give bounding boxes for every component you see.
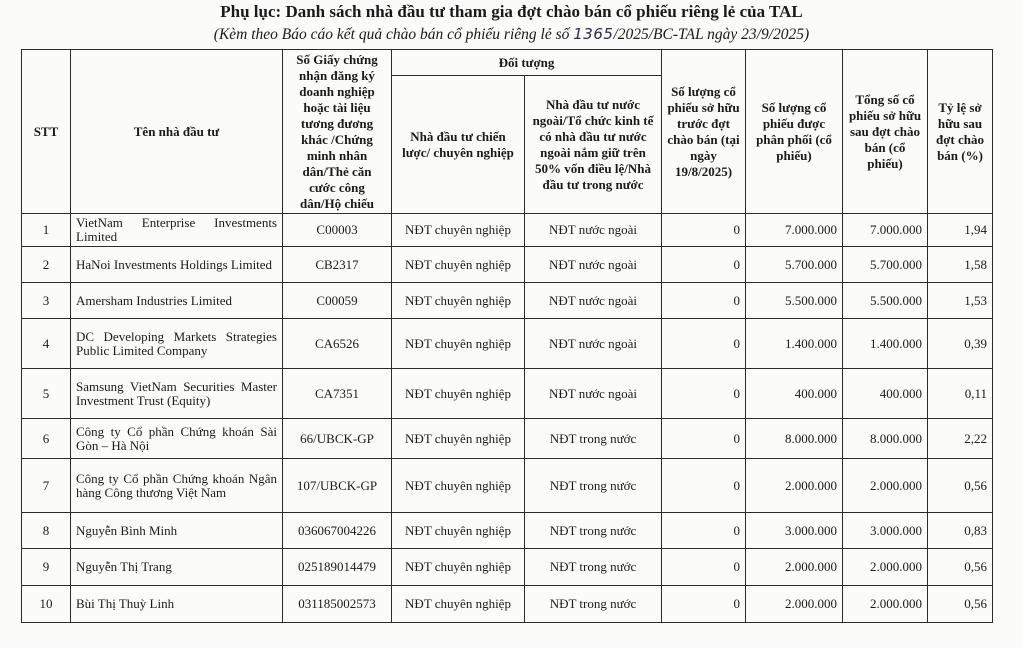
cell-shares-before: 0 bbox=[662, 369, 746, 419]
table-row bbox=[22, 369, 993, 419]
cell-shares-after: 7.000.000 bbox=[843, 214, 928, 247]
subtitle-suffix: /2025/BC-TAL ngày 23/9/2025) bbox=[613, 26, 810, 43]
cell-investor-name: Samsung VietNam Securities Master Investment Trust (Equity) bbox=[71, 369, 283, 419]
cell-shares-allocated: 5.700.000 bbox=[746, 247, 843, 283]
cell-investor-origin: NĐT trong nước bbox=[525, 513, 662, 549]
cell-registration-doc: C00059 bbox=[283, 283, 392, 319]
cell-shares-before: 0 bbox=[662, 459, 746, 513]
header-shares-after: Tổng số cổ phiếu sở hữu sau đợt chào bán (cổ phiếu) bbox=[843, 50, 928, 214]
cell-shares-after: 400.000 bbox=[843, 369, 928, 419]
cell-registration-doc: CB2317 bbox=[283, 247, 392, 283]
cell-registration-doc: 107/UBCK-GP bbox=[283, 459, 392, 513]
header-investor-name: Tên nhà đầu tư bbox=[71, 50, 283, 214]
header-target-strategic: Nhà đầu tư chiến lược/ chuyên nghiệp bbox=[392, 76, 525, 214]
cell-investor-origin: NĐT nước ngoài bbox=[525, 369, 662, 419]
cell-ratio-after: 0,56 bbox=[928, 586, 993, 623]
cell-stt: 5 bbox=[22, 369, 71, 419]
cell-investor-origin: NĐT nước ngoài bbox=[525, 247, 662, 283]
cell-investor-type: NĐT chuyên nghiệp bbox=[392, 214, 525, 247]
cell-investor-name: Nguyễn Bình Minh bbox=[71, 513, 283, 549]
table-row bbox=[22, 214, 993, 247]
cell-shares-before: 0 bbox=[662, 549, 746, 586]
cell-investor-name: Nguyễn Thị Trang bbox=[71, 549, 283, 586]
cell-investor-name: VietNam Enterprise Investments Limited bbox=[71, 214, 283, 247]
cell-registration-doc: 025189014479 bbox=[283, 549, 392, 586]
header-shares-before: Số lượng cổ phiếu sở hữu trước đợt chào bán (tại ngày 19/8/2025) bbox=[662, 50, 746, 214]
cell-stt: 6 bbox=[22, 419, 71, 459]
cell-investor-type: NĐT chuyên nghiệp bbox=[392, 586, 525, 623]
cell-investor-type: NĐT chuyên nghiệp bbox=[392, 513, 525, 549]
cell-stt: 9 bbox=[22, 549, 71, 586]
cell-shares-allocated: 2.000.000 bbox=[746, 459, 843, 513]
cell-shares-allocated: 3.000.000 bbox=[746, 513, 843, 549]
table-row bbox=[22, 549, 993, 586]
cell-stt: 2 bbox=[22, 247, 71, 283]
cell-stt: 3 bbox=[22, 283, 71, 319]
cell-ratio-after: 0,83 bbox=[928, 513, 993, 549]
cell-ratio-after: 2,22 bbox=[928, 419, 993, 459]
cell-shares-after: 8.000.000 bbox=[843, 419, 928, 459]
cell-shares-before: 0 bbox=[662, 247, 746, 283]
cell-investor-name: Công ty Cổ phần Chứng khoán Ngân hàng Công thương Việt Nam bbox=[71, 459, 283, 513]
cell-investor-name: Công ty Cổ phần Chứng khoán Sài Gòn – Hà Nội bbox=[71, 419, 283, 459]
cell-shares-before: 0 bbox=[662, 283, 746, 319]
cell-investor-name: Amersham Industries Limited bbox=[71, 283, 283, 319]
cell-shares-allocated: 5.500.000 bbox=[746, 283, 843, 319]
cell-registration-doc: C00003 bbox=[283, 214, 392, 247]
table-row bbox=[22, 513, 993, 549]
table-row bbox=[22, 586, 993, 623]
cell-ratio-after: 1,53 bbox=[928, 283, 993, 319]
cell-shares-after: 5.500.000 bbox=[843, 283, 928, 319]
cell-stt: 8 bbox=[22, 513, 71, 549]
cell-investor-origin: NĐT trong nước bbox=[525, 586, 662, 623]
table-body bbox=[22, 214, 993, 623]
cell-shares-allocated: 2.000.000 bbox=[746, 549, 843, 586]
investor-table bbox=[21, 49, 993, 623]
cell-stt: 10 bbox=[22, 586, 71, 623]
header-target-group: Đối tượng bbox=[392, 50, 662, 76]
cell-shares-after: 1.400.000 bbox=[843, 319, 928, 369]
cell-shares-after: 2.000.000 bbox=[843, 459, 928, 513]
cell-registration-doc: 66/UBCK-GP bbox=[283, 419, 392, 459]
cell-registration-doc: 036067004226 bbox=[283, 513, 392, 549]
cell-shares-before: 0 bbox=[662, 319, 746, 369]
cell-shares-allocated: 400.000 bbox=[746, 369, 843, 419]
cell-registration-doc: CA7351 bbox=[283, 369, 392, 419]
cell-investor-name: Bùi Thị Thuỳ Linh bbox=[71, 586, 283, 623]
table-row bbox=[22, 459, 993, 513]
cell-investor-origin: NĐT trong nước bbox=[525, 549, 662, 586]
cell-stt: 7 bbox=[22, 459, 71, 513]
header-target-foreign: Nhà đầu tư nước ngoài/Tổ chức kinh tế có nhà đầu tư nước ngoài nắm giữ trên 50% vốn điều lệ/Nhà đầu tư trong nước bbox=[525, 76, 662, 214]
cell-shares-allocated: 2.000.000 bbox=[746, 586, 843, 623]
cell-investor-origin: NĐT nước ngoài bbox=[525, 319, 662, 369]
handwritten-report-number: 1365 bbox=[573, 25, 614, 43]
cell-investor-origin: NĐT trong nước bbox=[525, 459, 662, 513]
cell-ratio-after: 0,56 bbox=[928, 549, 993, 586]
cell-shares-before: 0 bbox=[662, 513, 746, 549]
table-row bbox=[22, 247, 993, 283]
cell-shares-before: 0 bbox=[662, 214, 746, 247]
cell-stt: 4 bbox=[22, 319, 71, 369]
cell-stt: 1 bbox=[22, 214, 71, 247]
cell-ratio-after: 1,58 bbox=[928, 247, 993, 283]
cell-investor-type: NĐT chuyên nghiệp bbox=[392, 319, 525, 369]
cell-investor-type: NĐT chuyên nghiệp bbox=[392, 247, 525, 283]
header-shares-allocated: Số lượng cổ phiếu được phân phối (cổ phiếu) bbox=[746, 50, 843, 214]
cell-ratio-after: 0,11 bbox=[928, 369, 993, 419]
cell-shares-after: 3.000.000 bbox=[843, 513, 928, 549]
subtitle-prefix: (Kèm theo Báo cáo kết quả chào bán cổ phiếu riêng lẻ số bbox=[213, 26, 574, 43]
document-title: Phụ lục: Danh sách nhà đầu tư tham gia đợt chào bán cổ phiếu riêng lẻ của TAL bbox=[220, 2, 803, 21]
cell-shares-after: 5.700.000 bbox=[843, 247, 928, 283]
table-row bbox=[22, 419, 993, 459]
cell-investor-name: DC Developing Markets Strategies Public Limited Company bbox=[71, 319, 283, 369]
table-row bbox=[22, 319, 993, 369]
cell-shares-allocated: 1.400.000 bbox=[746, 319, 843, 369]
cell-shares-after: 2.000.000 bbox=[843, 549, 928, 586]
cell-investor-origin: NĐT trong nước bbox=[525, 419, 662, 459]
cell-investor-type: NĐT chuyên nghiệp bbox=[392, 419, 525, 459]
cell-registration-doc: 031185002573 bbox=[283, 586, 392, 623]
document-subtitle bbox=[0, 24, 1023, 45]
cell-shares-allocated: 8.000.000 bbox=[746, 419, 843, 459]
header-registration-doc: Số Giấy chứng nhận đăng ký doanh nghiệp hoặc tài liệu tương đương khác /Chứng minh nhân dân/Thẻ căn cước công dân/Hộ chiếu bbox=[283, 50, 392, 214]
header-stt: STT bbox=[22, 50, 71, 214]
header-ratio-after: Tỷ lệ sở hữu sau đợt chào bán (%) bbox=[928, 50, 993, 214]
cell-shares-before: 0 bbox=[662, 419, 746, 459]
cell-ratio-after: 0,39 bbox=[928, 319, 993, 369]
cell-registration-doc: CA6526 bbox=[283, 319, 392, 369]
cell-shares-before: 0 bbox=[662, 586, 746, 623]
cell-investor-origin: NĐT nước ngoài bbox=[525, 214, 662, 247]
cell-investor-type: NĐT chuyên nghiệp bbox=[392, 369, 525, 419]
cell-investor-type: NĐT chuyên nghiệp bbox=[392, 549, 525, 586]
cell-shares-allocated: 7.000.000 bbox=[746, 214, 843, 247]
cell-investor-name: HaNoi Investments Holdings Limited bbox=[71, 247, 283, 283]
cell-ratio-after: 1,94 bbox=[928, 214, 993, 247]
cell-ratio-after: 0,56 bbox=[928, 459, 993, 513]
cell-investor-origin: NĐT nước ngoài bbox=[525, 283, 662, 319]
table-row bbox=[22, 283, 993, 319]
cell-investor-type: NĐT chuyên nghiệp bbox=[392, 283, 525, 319]
cell-investor-type: NĐT chuyên nghiệp bbox=[392, 459, 525, 513]
cell-shares-after: 2.000.000 bbox=[843, 586, 928, 623]
